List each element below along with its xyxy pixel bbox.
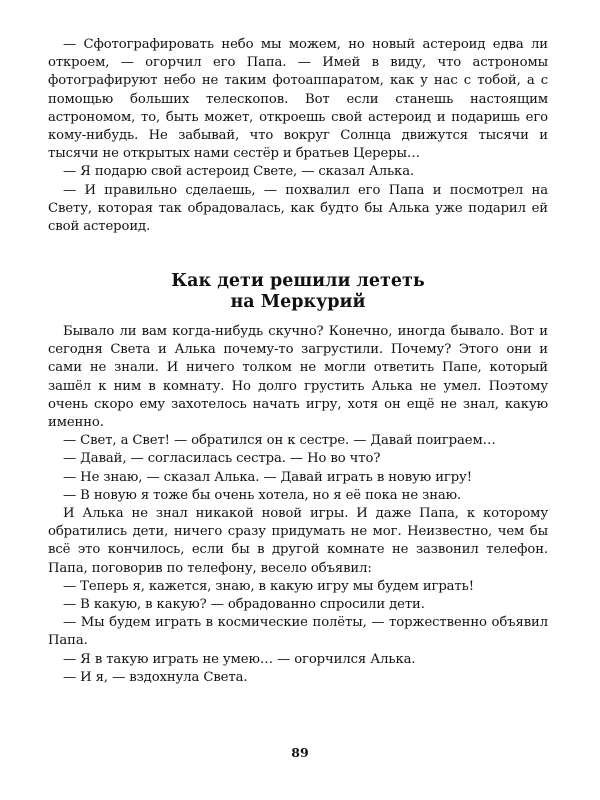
paragraph: — Свет, а Свет! — обратился он к сестре. — Давай поиграем…: [63, 433, 496, 449]
paragraph: — Сфотографировать небо мы можем, но новый астероид едва ли откроем, — огорчил его Папа. — Имей в виду, что астрономы фотографируют небо не таким фотоаппаратом, как у нас с тобой, а с помощью больших телескопов. Вот если станешь настоящим астрономом, то, быть может, откроешь свой астероид и подаришь его кому-нибудь. Не забывай, что вокруг Солнца движутся тысячи и тысячи не открытых нами сестёр и братьев Цереры…: [48, 37, 548, 162]
paragraph: — В новую я тоже бы очень хотела, но я её пока не знаю.: [63, 487, 462, 503]
chapter-body: [48, 323, 548, 687]
paragraph: — Не знаю, — сказал Алька. — Давай играть в новую игру!: [63, 469, 472, 485]
page-number: 89: [291, 745, 309, 760]
chapter-heading-line: Как дети решили лететь: [171, 271, 425, 291]
paragraph: — Теперь я, кажется, знаю, в какую игру мы будем играть!: [63, 578, 474, 594]
chapter-heading-line: на Меркурий: [230, 292, 366, 312]
paragraph: Бывало ли вам когда-нибудь скучно? Конечно, иногда бывало. Вот и сегодня Света и Алька почему-то загрустили. Почему? Этого они и сами не знали. И ничего толком не могли ответить Папе, который зашёл к ним в комнату. Но долго грустить Алька не умел. Поэтому очень скоро ему захотелось начать игру, хотя он ещё не знал, какую именно.: [48, 324, 548, 431]
paragraph: — И я, — вздохнула Света.: [63, 669, 248, 685]
story-continuation: [48, 36, 548, 236]
paragraph: — Мы будем играть в космические полёты, — торжественно объявил Папа.: [48, 615, 548, 649]
paragraph: — Я подарю свой астероид Свете, — сказал Алька.: [63, 164, 415, 180]
paragraph: — Давай, — согласилась сестра. — Но во что?: [63, 451, 381, 467]
chapter-heading: [48, 271, 548, 313]
paragraph: — Я в такую играть не умею… — огорчился Алька.: [63, 651, 416, 667]
paragraph: — И правильно сделаешь, — похвалил его Папа и посмотрел на Свету, которая так обрадовалась, как будто бы Алька уже подарил ей свой астероид.: [48, 182, 548, 235]
paragraph: — В какую, в какую? — обрадованно спросили дети.: [63, 597, 425, 613]
paragraph: И Алька не знал никакой новой игры. И даже Папа, к которому обратились дети, ничего сразу придумать не мог. Неизвестно, чем бы всё это кончилось, если бы в другой комнате не зазвонил телефон. Папа, поговорив по телефону, весело объявил:: [48, 506, 548, 576]
